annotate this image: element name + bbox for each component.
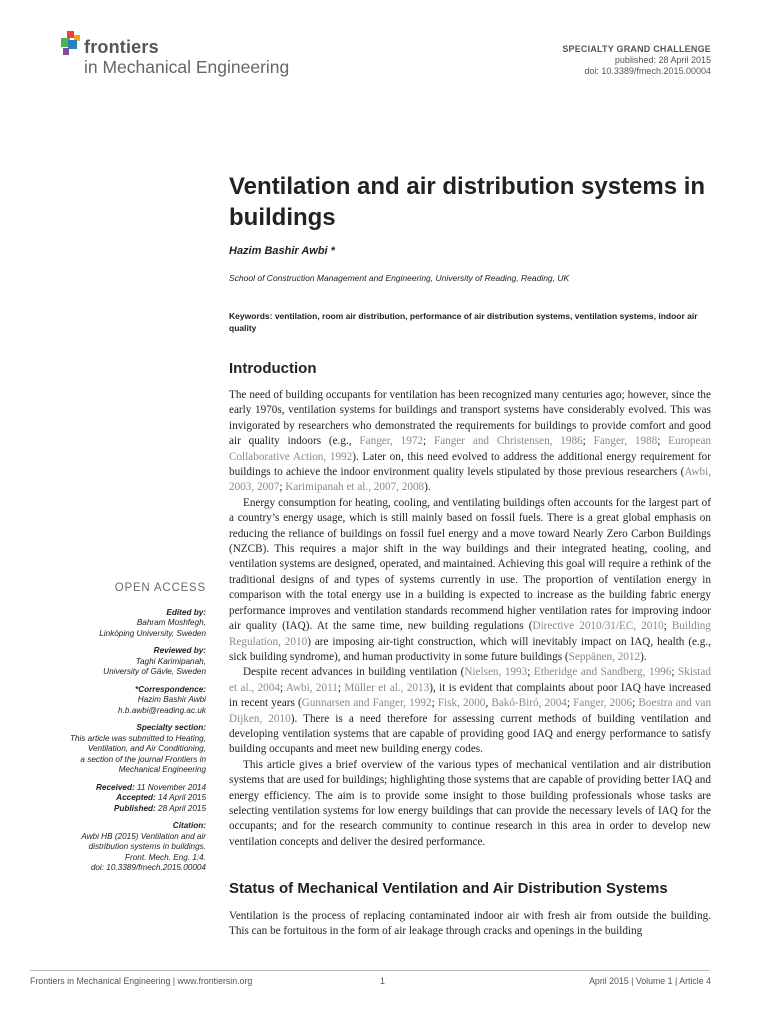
citation-link[interactable]: Awbi, 2011 <box>285 681 338 694</box>
citation-line: distribution systems in buildings. <box>88 842 206 851</box>
accepted-label: Accepted: <box>116 793 156 802</box>
citation-link[interactable]: Fanger, 1972 <box>359 435 424 448</box>
edited-by-block <box>30 608 206 640</box>
correspondence-label: *Correspondence: <box>135 684 206 694</box>
frontiers-logo-icon <box>58 31 82 57</box>
text-run: ; <box>279 681 286 694</box>
text-run: ; <box>632 697 639 710</box>
reviewed-by-block <box>30 646 206 678</box>
text-run: The need of building occupants for ventilation has been recognized many centuries ago; however, since the early 1970s, ventilation systems for buildings and transport systems have considerably evolved. This was invigorated by researchers who demonstrated the requirements for buildings to provide comfort and good air quality indoors (e.g., <box>229 389 711 448</box>
text-run: ). <box>640 650 647 663</box>
reviewed-by-label: Reviewed by: <box>153 646 206 655</box>
logo-square-red <box>67 31 74 38</box>
text-run: ; <box>663 620 672 633</box>
accepted-row <box>30 793 206 804</box>
citation-link[interactable]: Directive 2010/31/EC, 2010 <box>532 620 664 633</box>
correspondence-name: Hazim Bashir Awbi <box>137 695 206 704</box>
citation-link[interactable]: Building Regulation, 2010 <box>229 620 711 648</box>
intro-paragraph-3 <box>229 665 711 757</box>
published-row <box>30 804 206 815</box>
text-run: ), it is evident that complaints about poor IAQ have increased in recent years ( <box>229 681 711 710</box>
citation-link[interactable]: Nielsen, 1993 <box>464 666 528 679</box>
footer-issue-info: April 2015 | Volume 1 | Article 4 <box>589 976 711 986</box>
reviewer-affiliation: University of Gävle, Sweden <box>103 667 206 676</box>
text-run: ) are imposing air-tight construction, which will inevitably impact on IAQ, health (e.g., sick building syndrome), and human productivity in some future buildings ( <box>229 635 711 663</box>
text-run: ). Later on, this need evolved to address the additional energy requirement for buildings to achieve the indoor environment quality levels stipulated by those previous researchers ( <box>229 450 711 479</box>
author-name: Hazim Bashir Awbi * <box>229 245 335 257</box>
citation-link[interactable]: Fanger, 2006 <box>573 697 633 710</box>
editor-affiliation: Linköping University, Sweden <box>99 628 206 638</box>
brand-name: frontiers <box>84 37 159 57</box>
page-number: 1 <box>380 976 385 986</box>
citation-label: Citation: <box>172 821 206 830</box>
footer-journal-link[interactable]: Frontiers in Mechanical Engineering | www.frontiersin.org <box>30 976 253 986</box>
open-access-label: OPEN ACCESS <box>114 582 206 594</box>
logo-square-purple <box>63 48 69 55</box>
intro-paragraph-2 <box>229 496 711 665</box>
article-info-sidebar <box>30 583 206 881</box>
article-meta <box>562 44 711 77</box>
citation-line: Awbi HB (2015) Ventilation and air <box>81 831 206 841</box>
citation-block <box>30 821 206 874</box>
published-date-sidebar: 28 April 2015 <box>158 803 206 813</box>
citation-link[interactable]: European Collaborative Action, 1992 <box>229 435 712 463</box>
text-run: ). There is a need therefore for assessing current methods of building ventilation and developing ventilation systems that are capable of providing good IAQ and energy performance to satisfy building occupants and meet new building energy codes. <box>229 712 711 756</box>
citation-link[interactable]: Fisk, 2000 <box>437 697 486 710</box>
logo-square-blue <box>68 40 77 49</box>
citation-link[interactable]: Gunnarsen and Fanger, 1992 <box>301 697 432 710</box>
text-run: Despite recent advances in building ventilation ( <box>243 666 465 679</box>
edited-by-label: Edited by: <box>166 607 206 617</box>
citation-link[interactable]: Fanger and Christensen, 1986 <box>433 435 583 448</box>
text-run: ; <box>337 681 345 694</box>
status-paragraph-1: Ventilation is the process of replacing contaminated indoor air with fresh air from outside the building. This can be fortuitous in the form of air leakage through cracks and openings in the building <box>229 910 711 938</box>
author-affiliation: School of Construction Management and Engineering, University of Reading, Reading, UK <box>229 273 570 283</box>
specialty-label: Specialty section: <box>136 723 206 732</box>
received-label: Received: <box>96 782 135 792</box>
text-run: ; <box>431 697 438 710</box>
text-run: Energy consumption for heating, cooling, and ventilating buildings often accounts for the largest part of a country’s energy usage, which is still mainly based on fossil fuels. There is a great global emphasis on reducing the reliance of buildings on fossil fuel energy and a move toward Nearly Zero Carbon Buildings (NZCB). This requires a major shift in the way buildings and their integrated heating, cooling, and ventilation systems are designed, operated, and maintained. Achieving this goal will require a rethink of the traditional designs of and types of systems currently in use. The proportion of ventilation energy in comparison with the total energy use in a building is expected to increase as the building fabric energy performance improves and ventilation standards recommend higher ventilation rates for improving indoor air quality (IAQ). At the same time, new building regulations ( <box>229 496 711 633</box>
published-label: Published: <box>113 803 156 813</box>
specialty-line: Mechanical Engineering <box>118 765 206 774</box>
text-run: ; <box>566 697 574 710</box>
received-row <box>30 783 206 794</box>
text-run: ; <box>657 435 669 448</box>
citation-link[interactable]: Karimipanah et al., 2007, 2008 <box>285 481 425 494</box>
text-run: ; <box>527 666 534 679</box>
journal-logo <box>58 30 318 80</box>
section-heading-status: Status of Mechanical Ventilation and Air Distribution Systems <box>229 880 668 897</box>
citation-link[interactable]: Fanger, 1988 <box>593 435 658 448</box>
text-run: ; <box>671 666 679 679</box>
status-body <box>229 909 711 940</box>
received-date: 11 November 2014 <box>136 782 206 792</box>
intro-paragraph-1 <box>229 388 711 496</box>
footer-divider <box>30 970 710 971</box>
specialty-line: Ventilation, and Air Conditioning, <box>87 744 206 753</box>
text-run: , <box>485 697 492 710</box>
dates-block <box>30 783 206 815</box>
doi[interactable]: doi: 10.3389/fmech.2015.00004 <box>584 66 711 76</box>
citation-line: Front. Mech. Eng. 1:4. <box>124 852 206 862</box>
keywords: Keywords: ventilation, room air distribution, performance of air distribution systems, ventilation systems, indoor air quality <box>229 311 698 333</box>
intro-paragraph-4: This article gives a brief overview of the various types of mechanical ventilation and air distribution systems that are used for buildings; highlighting those systems that are capable of providing better IAQ and energy efficiency. The aim is to provide some insight to those building professionals whose tasks are selecting ventilation systems for low energy buildings that can provide the necessary levels of IAQ for the occupants; and for the research community to continue research in this area in order to develop new ventilation concepts and deliver the desired performance. <box>229 758 711 848</box>
citation-link[interactable]: Boestra and van Dijken, 2010 <box>229 697 712 725</box>
citation-link[interactable]: Etheridge and Sandberg, 1996 <box>533 666 672 679</box>
text-run: ; <box>279 481 286 494</box>
citation-link[interactable]: Seppänen, 2012 <box>568 650 641 663</box>
correspondence-block <box>30 685 206 717</box>
specialty-line: a section of the journal Frontiers in <box>80 754 206 764</box>
editor-name: Bahram Moshfegh, <box>136 618 206 627</box>
text-run: ; <box>582 435 594 448</box>
text-run: ; <box>423 435 434 448</box>
correspondence-email[interactable]: h.b.awbi@reading.ac.uk <box>118 705 206 715</box>
article-title: Ventilation and air distribution systems in buildings <box>229 173 706 231</box>
citation-link[interactable]: Skistad et al., 2004 <box>229 666 711 694</box>
specialty-line: This article was submitted to Heating, <box>69 733 206 743</box>
journal-name: in Mechanical Engineering <box>84 57 290 77</box>
introduction-body <box>229 388 711 850</box>
citation-link[interactable]: Müller et al., 2013 <box>344 681 430 694</box>
specialty-block <box>30 723 206 776</box>
article-type: SPECIALTY GRAND CHALLENGE <box>562 44 711 54</box>
citation-link[interactable]: Bakó-Biró, 2004 <box>491 697 567 710</box>
citation-doi[interactable]: doi: 10.3389/fmech.2015.00004 <box>90 863 206 872</box>
published-date: published: 28 April 2015 <box>614 55 711 65</box>
reviewer-name: Taghi Karimipanah, <box>135 656 206 666</box>
text-run: ). <box>424 481 431 494</box>
section-heading-introduction: Introduction <box>229 360 317 377</box>
accepted-date: 14 April 2015 <box>158 793 206 802</box>
citation-link[interactable]: Awbi, 2003, 2007 <box>229 466 711 494</box>
